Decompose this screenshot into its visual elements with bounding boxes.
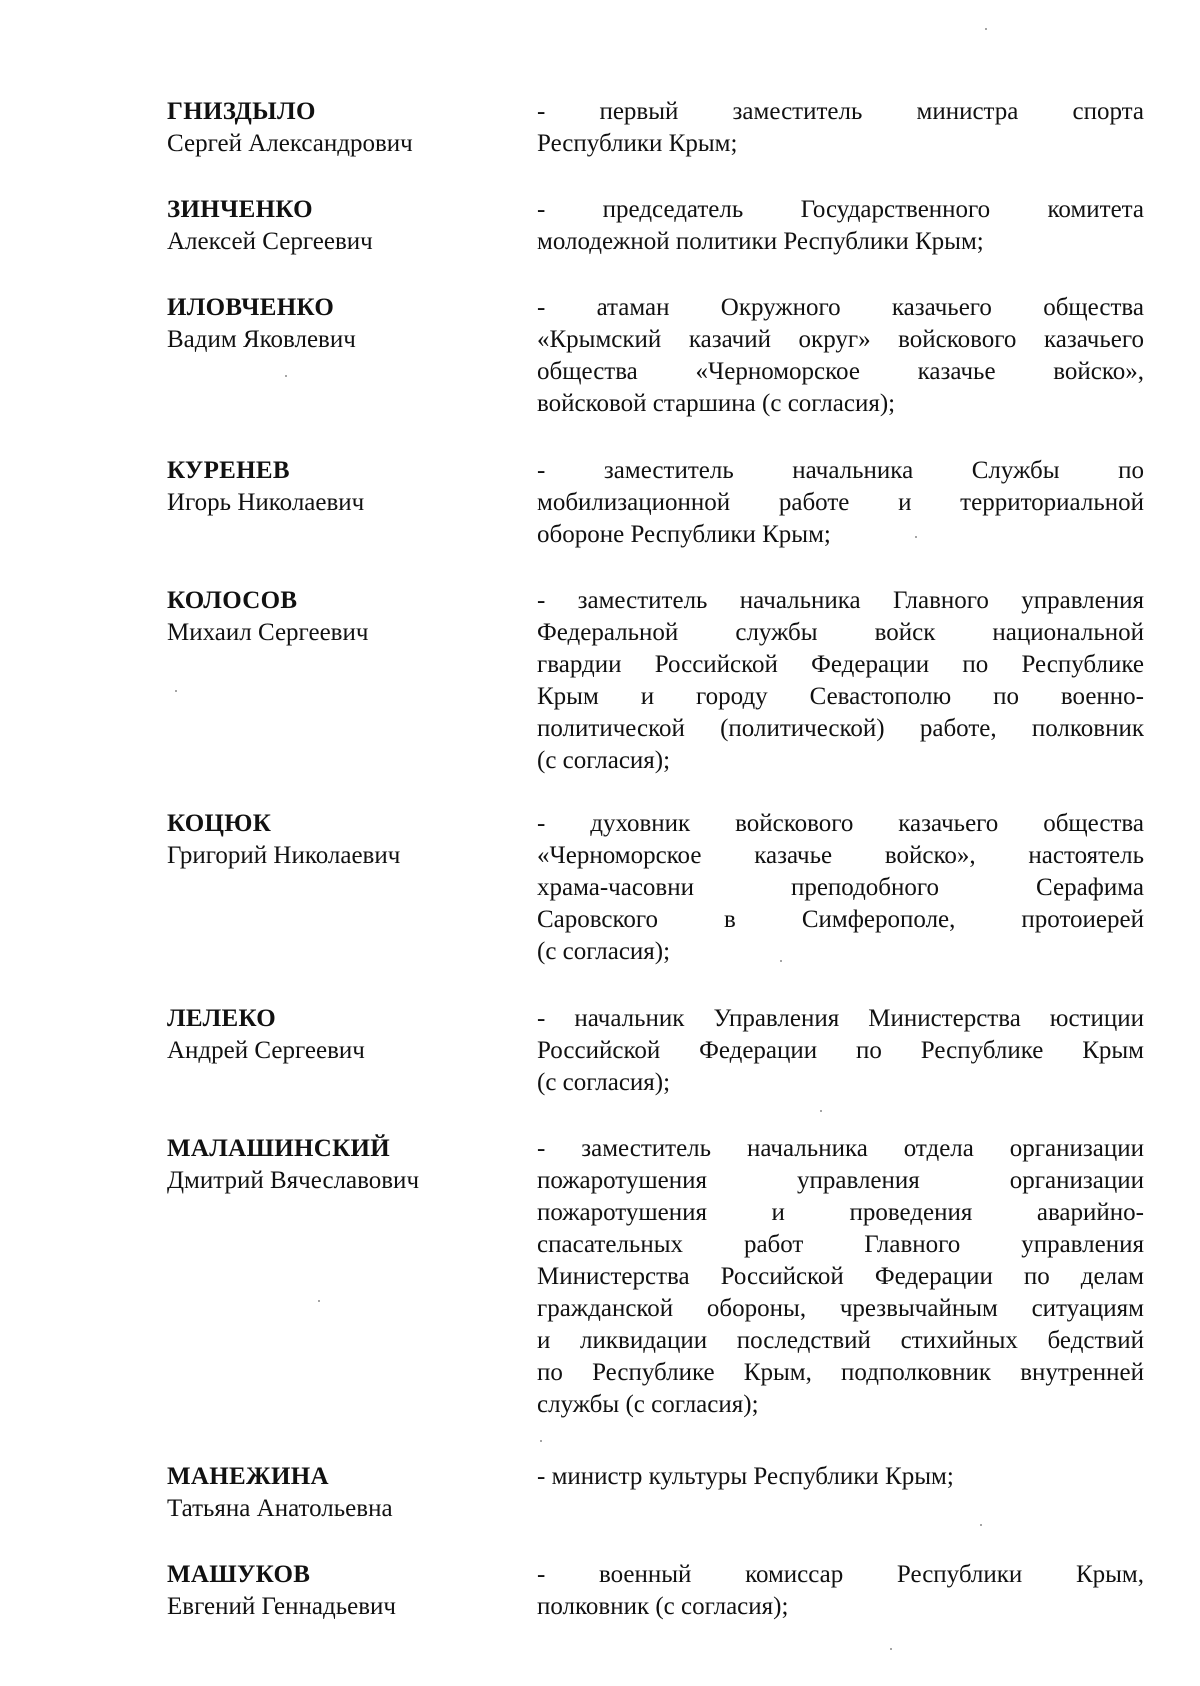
position-line: Саровского в Симферополе, протоиерей — [537, 906, 1144, 933]
member-name — [167, 1133, 527, 1197]
member-surname: МАНЕЖИНА — [167, 1463, 329, 1490]
position-line: Российской Федерации по Республике Крым — [537, 1037, 1144, 1064]
member-name — [167, 1559, 527, 1623]
position-line: - заместитель начальника Главного управления — [537, 587, 1144, 614]
position-line: - председатель Государственного комитета — [537, 196, 1144, 223]
position-line: пожаротушения и проведения аварийно- — [537, 1199, 1144, 1226]
position-line: - военный комиссар Республики Крым, — [537, 1561, 1144, 1588]
position-line: - заместитель начальника Службы по — [537, 457, 1144, 484]
position-line: пожаротушения управления организации — [537, 1167, 1144, 1194]
position-line: храма-часовни преподобного Серафима — [537, 874, 1144, 901]
member-name — [167, 96, 527, 160]
member-name — [167, 1461, 527, 1525]
member-given-name: Михаил Сергеевич — [167, 619, 369, 646]
position-line: - начальник Управления Министерства юстиции — [537, 1005, 1144, 1032]
scan-speck — [985, 28, 987, 30]
position-line: - министр культуры Республики Крым; — [537, 1463, 954, 1490]
member-name — [167, 194, 527, 258]
scan-speck — [915, 536, 917, 538]
member-given-name: Дмитрий Вячеславович — [167, 1167, 420, 1194]
member-name — [167, 292, 527, 356]
position-line: политической (политической) работе, полковник — [537, 715, 1144, 742]
member-position — [537, 96, 1144, 160]
position-line: молодежной политики Республики Крым; — [537, 228, 984, 255]
member-surname: КУРЕНЕВ — [167, 457, 290, 484]
member-surname: ГНИЗДЫЛО — [167, 98, 316, 125]
position-line: гвардии Российской Федерации по Республике — [537, 651, 1144, 678]
position-line: полковник (с согласия); — [537, 1593, 789, 1620]
position-line: Министерства Российской Федерации по делам — [537, 1263, 1144, 1290]
scan-speck — [820, 1110, 822, 1112]
member-given-name: Сергей Александрович — [167, 130, 413, 157]
position-line: по Республике Крым, подполковник внутренней — [537, 1359, 1144, 1386]
member-given-name: Татьяна Анатольевна — [167, 1495, 393, 1522]
position-line: службы (с согласия); — [537, 1391, 759, 1418]
member-surname: ЗИНЧЕНКО — [167, 196, 313, 223]
position-line: (с согласия); — [537, 938, 671, 965]
scan-speck — [540, 1440, 542, 1442]
position-line: - атаман Окружного казачьего общества — [537, 294, 1144, 321]
member-position — [537, 1559, 1144, 1623]
member-name — [167, 585, 527, 649]
member-position — [537, 194, 1144, 258]
position-line: - духовник войскового казачьего общества — [537, 810, 1144, 837]
member-position — [537, 808, 1144, 968]
position-line: «Крымский казачий округ» войскового казачьего — [537, 326, 1144, 353]
position-line: мобилизационной работе и территориальной — [537, 489, 1144, 516]
position-line: и ликвидации последствий стихийных бедствий — [537, 1327, 1144, 1354]
position-line: Крым и городу Севастополю по военно- — [537, 683, 1144, 710]
member-surname: КОЦЮК — [167, 810, 272, 837]
member-given-name: Игорь Николаевич — [167, 489, 365, 516]
member-surname: КОЛОСОВ — [167, 587, 298, 614]
member-surname: МАЛАШИНСКИЙ — [167, 1135, 391, 1162]
position-line: спасательных работ Главного управления — [537, 1231, 1144, 1258]
member-position — [537, 455, 1144, 551]
member-position — [537, 1133, 1144, 1421]
member-name — [167, 808, 527, 872]
scan-speck — [890, 1648, 892, 1650]
scan-speck — [285, 375, 287, 377]
member-given-name: Андрей Сергеевич — [167, 1037, 365, 1064]
member-surname: ИЛОВЧЕНКО — [167, 294, 335, 321]
member-given-name: Вадим Яковлевич — [167, 326, 356, 353]
scan-speck — [980, 1524, 982, 1526]
member-name — [167, 455, 527, 519]
member-name — [167, 1003, 527, 1067]
position-line: (с согласия); — [537, 1069, 671, 1096]
position-line: - первый заместитель министра спорта — [537, 98, 1144, 125]
member-given-name: Алексей Сергеевич — [167, 228, 373, 255]
member-surname: МАШУКОВ — [167, 1561, 311, 1588]
position-line: «Черноморское казачье войско», настоятель — [537, 842, 1144, 869]
position-line: обороне Республики Крым; — [537, 521, 831, 548]
position-line: Федеральной службы войск национальной — [537, 619, 1144, 646]
member-given-name: Григорий Николаевич — [167, 842, 401, 869]
position-line: - заместитель начальника отдела организации — [537, 1135, 1144, 1162]
member-position — [537, 292, 1144, 420]
member-position — [537, 585, 1144, 777]
position-line: общества «Черноморское казачье войско», — [537, 358, 1144, 385]
position-line: гражданской обороны, чрезвычайным ситуациям — [537, 1295, 1144, 1322]
scan-speck — [175, 690, 177, 692]
member-position — [537, 1003, 1144, 1099]
scan-speck — [780, 960, 782, 962]
position-line: войсковой старшина (с согласия); — [537, 390, 896, 417]
position-line: (с согласия); — [537, 747, 671, 774]
scan-speck — [318, 1300, 320, 1302]
member-surname: ЛЕЛЕКО — [167, 1005, 277, 1032]
member-position — [537, 1461, 1144, 1493]
position-line: Республики Крым; — [537, 130, 738, 157]
member-given-name: Евгений Геннадьевич — [167, 1593, 396, 1620]
